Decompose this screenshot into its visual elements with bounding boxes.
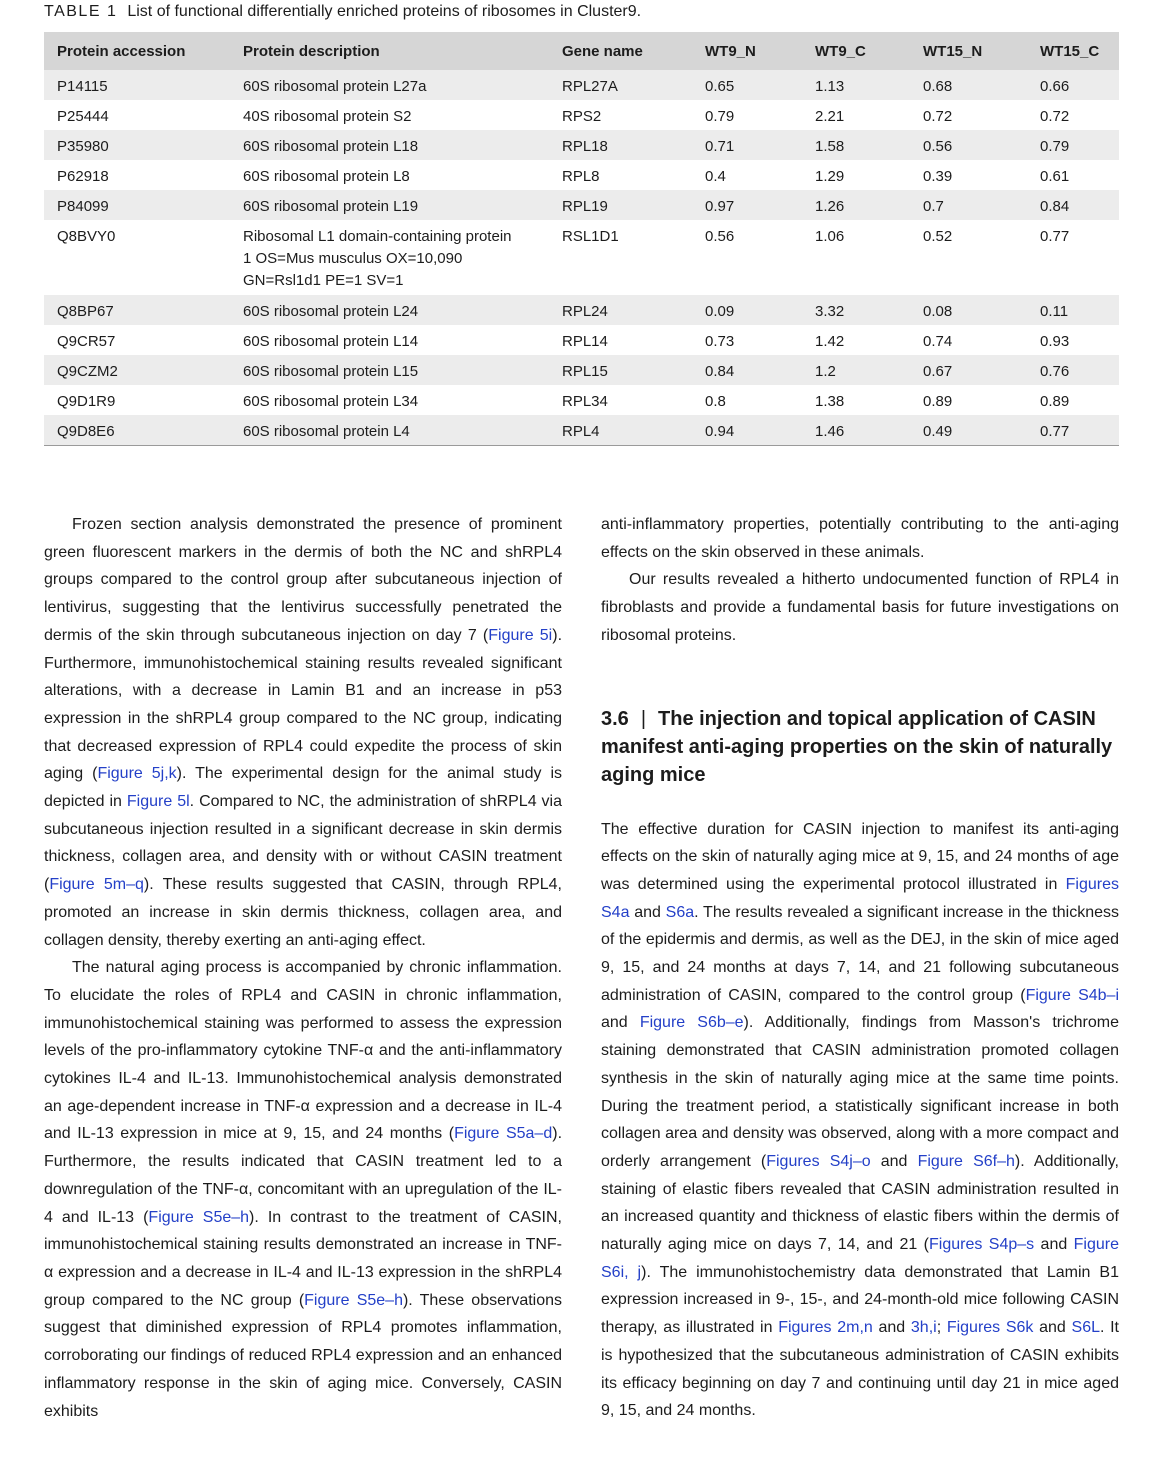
cell-gene-name: RPL4 [549, 415, 692, 445]
table-caption [44, 2, 641, 22]
text-run: . It is hypothesized that the subcutaneous administration of CASIN exhibits its efficacy beginning on day 7 and continuing until day 21 in mice aged 9, 15, and 24 months. [601, 1319, 1120, 1420]
section-heading [601, 705, 1119, 789]
cell-protein-accession: P14115 [57, 78, 108, 95]
cell-wt15-c: 0.79 [1040, 138, 1070, 155]
figure-link[interactable]: Figure S5e–h [304, 1291, 403, 1309]
description-line: GN=Rsl1d1 PE=1 SV=1 [243, 272, 404, 289]
cell-protein-description [230, 295, 549, 325]
cell-wt15-c: 0.76 [1040, 363, 1070, 380]
cell-wt15-n: 0.39 [923, 168, 953, 185]
section-title: The injection and topical application of CASIN manifest anti-aging properties on the skin of naturally aging mice [601, 707, 1113, 786]
table-header-row [44, 32, 1119, 70]
cell-protein-description [230, 160, 549, 190]
cell-wt9-n: 0.65 [705, 78, 735, 95]
cell-wt15-n: 0.89 [923, 393, 953, 410]
figure-link[interactable]: Figures S6k [946, 1319, 1034, 1337]
cell-wt9-c: 1.42 [815, 333, 845, 350]
table-row [44, 220, 1119, 295]
cell-protein-accession: P62918 [57, 168, 109, 185]
right-text-column [601, 511, 1119, 1425]
text-run: ). In contrast to the treatment of CASIN, immunohistochemical staining results demonstrated an increase in TNF-α expression and a decrease in IL-4 and IL-13 expression in the shRPL4 group compared to the NC group ( [44, 1208, 562, 1309]
figure-link[interactable]: Figure 5j,k [97, 765, 177, 783]
header-wt15-n: WT15_N [910, 32, 1027, 70]
text-run: and [1033, 1319, 1072, 1337]
table-caption-text: List of functional differentially enriched proteins of ribosomes in Cluster9. [127, 3, 642, 20]
cell-wt9-c: 3.32 [815, 303, 845, 320]
table-row [44, 70, 1119, 100]
table-row [44, 325, 1119, 355]
left-text-column [44, 511, 562, 1425]
text-run: ). Furthermore, the results indicated that CASIN treatment led to a downregulation of the TNF-α, concomitant with an upregulation of the IL-4 and IL-13 ( [44, 1125, 563, 1226]
cell-protein-description [230, 190, 549, 220]
cell-protein-accession: Q9CR57 [57, 333, 116, 350]
table-row [44, 385, 1119, 415]
text-run: ). Additionally, staining of elastic fibers revealed that CASIN administration resulted in an increased quantity and thickness of elastic fibers within the dermis of naturally aging mice on days 7, 14, and 21 ( [601, 1152, 1119, 1254]
figure-link[interactable]: Figure S4b–i [1025, 986, 1120, 1004]
cell-wt15-n: 0.52 [923, 228, 953, 245]
cell-gene-name: RPL18 [562, 138, 608, 155]
figure-link[interactable]: Figure 5i [488, 626, 553, 644]
text-run: ). These results suggested that CASIN, through RPL4, promoted an increase in skin dermis thickness, collagen area, and collagen density, thereby exerting an anti-aging effect. [44, 876, 562, 949]
cell-wt15-c: 0.77 [1040, 228, 1070, 245]
cell-gene-name: RPL19 [562, 198, 608, 215]
cell-gene-name: RPL8 [562, 168, 600, 185]
header-protein-description: Protein description [230, 32, 549, 70]
cell-protein-description [230, 100, 549, 130]
text-run: . Compared to NC, the administration of shRPL4 via subcutaneous injection resulted in a significant decrease in skin dermis thickness, collagen area, and density with or without CASIN treatment ( [44, 793, 563, 894]
description-line: 60S ribosomal protein L24 [243, 303, 419, 320]
cell-wt15-c: 0.11 [1040, 303, 1069, 320]
cell-gene-name: RPL14 [562, 333, 608, 350]
cell-wt9-n: 0.71 [705, 138, 735, 155]
cell-protein-description [230, 385, 549, 415]
cell-wt15-n: 0.68 [923, 78, 953, 95]
text-run: ). Furthermore, immunohistochemical staining results revealed significant alterations, with a decrease in Lamin B1 and an increase in p53 expression in the shRPL4 group compared to the NC group, indicating that decreased expression of RPL4 could expedite the process of skin aging ( [44, 626, 563, 783]
figure-link[interactable]: 3h,i [910, 1319, 937, 1337]
cell-wt15-n: 0.56 [923, 138, 953, 155]
text-run: . The results revealed a significant increase in the thickness of the epidermis and dermis, as well as the DEJ, in the skin of mice aged 9, 15, and 24 months at days 7, 14, and 21 following subcutaneous administration of CASIN, compared to the control group ( [601, 903, 1119, 1004]
cell-protein-accession: Q8BP67 [57, 303, 114, 320]
cell-wt9-n: 0.94 [692, 415, 802, 445]
cell-gene-name: RSL1D1 [562, 228, 619, 245]
figure-link[interactable]: Figure S6f–h [917, 1152, 1015, 1170]
cell-wt9-c: 1.2 [815, 363, 836, 380]
table-row [44, 355, 1119, 385]
figure-link[interactable]: Figure S6i, j [601, 1236, 1119, 1281]
description-line: Ribosomal L1 domain-containing protein [243, 228, 512, 245]
paragraph [601, 511, 1119, 566]
text-run: The natural aging process is accompanied by chronic inflammation. To elucidate the roles of RPL4 and CASIN in chronic inflammation, immunohistochemical staining was performed to assess the expression levels of the pro-inflammatory cytokine TNF-α and the anti-inflammatory cytokines IL-4 and IL-13. Immunohistochemical analysis demonstrated an age-dependent increase in TNF-α expression and a decrease in IL-4 and IL-13 expression in mice at 9, 15, and 24 months ( [44, 959, 562, 1143]
cell-wt9-c: 1.06 [815, 228, 845, 245]
cell-wt9-c: 1.29 [815, 168, 845, 185]
table-row [44, 160, 1119, 190]
paragraph [601, 816, 1119, 1425]
figure-link[interactable]: Figures 2m,n [778, 1319, 873, 1337]
cell-protein-accession: P35980 [57, 138, 109, 155]
table-row [44, 190, 1119, 220]
header-wt9-c: WT9_C [802, 32, 910, 70]
cell-gene-name: RPL27A [562, 78, 618, 95]
paragraph [44, 511, 562, 954]
figure-link[interactable]: Figure S5e–h [148, 1208, 250, 1226]
cell-protein-description [230, 325, 549, 355]
cell-wt15-c: 0.66 [1040, 78, 1070, 95]
cell-wt9-n: 0.79 [705, 108, 735, 125]
text-run: ). Additionally, findings from Masson's trichrome staining demonstrated that CASIN administration promoted collagen synthesis in the skin of naturally aging mice at the same time points. During the treatment period, a statistically significant increase in both collagen area and density was observed, along with a more compact and orderly arrangement ( [601, 1014, 1120, 1170]
cell-wt15-c: 0.61 [1040, 168, 1070, 185]
text-run: ). The immunohistochemistry data demonstrated that Lamin B1 expression increased in 9-, 15-, and 24-month-old mice following CASIN therapy, as illustrated in [601, 1263, 1119, 1337]
description-line: 60S ribosomal protein L34 [243, 393, 419, 410]
description-line: 60S ribosomal protein L19 [243, 198, 419, 215]
cell-protein-accession: Q9CZM2 [57, 363, 118, 380]
text-run: and [870, 1152, 918, 1170]
cell-wt9-c: 2.21 [815, 108, 845, 125]
cell-wt15-n: 0.67 [923, 363, 953, 380]
cell-wt15-n: 0.49 [910, 415, 1027, 445]
header-gene-name: Gene name [549, 32, 692, 70]
cell-wt9-n: 0.8 [705, 393, 726, 410]
paragraph [44, 954, 562, 1425]
description-line: 40S ribosomal protein S2 [243, 108, 412, 125]
figure-link[interactable]: Figures S4a [601, 875, 1119, 921]
cell-protein-description [230, 220, 549, 295]
header-protein-accession: Protein accession [44, 32, 230, 70]
cell-wt9-n: 0.73 [705, 333, 735, 350]
cell-wt9-n: 0.09 [705, 303, 735, 320]
paragraph [601, 566, 1119, 649]
cell-wt15-c: 0.89 [1040, 393, 1070, 410]
figure-link[interactable]: S6a [665, 903, 695, 921]
cell-gene-name: RPS2 [562, 108, 602, 125]
description-line: 60S ribosomal protein L18 [243, 138, 419, 155]
text-run: The effective duration for CASIN injection to manifest its anti-aging effects on the skin of naturally aging mice at 9, 15, and 24 months of age was determined using the experimental protocol illustrated in [601, 820, 1119, 893]
cell-wt15-n: 0.08 [923, 303, 953, 320]
description-line: 60S ribosomal protein L4 [243, 423, 410, 440]
cell-wt9-c: 1.58 [815, 138, 845, 155]
cell-wt15-c: 0.84 [1040, 198, 1070, 215]
cell-protein-description [230, 415, 549, 445]
cell-protein-accession: P84099 [57, 198, 109, 215]
figure-link[interactable]: Figure 5m–q [49, 876, 144, 894]
cell-protein-description [230, 130, 549, 160]
cell-wt9-c: 1.26 [815, 198, 845, 215]
table-row [44, 415, 1119, 445]
text-run: and [1034, 1236, 1074, 1254]
cell-wt15-n: 0.72 [923, 108, 953, 125]
figure-link[interactable]: Figures S4p–s [929, 1236, 1035, 1254]
text-run: and [872, 1319, 911, 1337]
cell-wt9-n: 0.4 [705, 168, 726, 185]
cell-wt9-c: 1.13 [815, 78, 845, 95]
figure-link[interactable]: S6L [1071, 1319, 1100, 1337]
cell-protein-accession: Q9D1R9 [57, 393, 116, 410]
cell-protein-accession: Q9D8E6 [44, 415, 230, 445]
figure-link[interactable]: Figures S4j–o [766, 1152, 871, 1170]
text-run: and [629, 903, 666, 921]
cell-wt9-c: 1.38 [815, 393, 845, 410]
cell-wt9-c: 1.46 [802, 415, 910, 445]
cell-protein-description [230, 355, 549, 385]
table-label: TABLE 1 [44, 3, 118, 20]
section-separator: | [640, 707, 647, 730]
description-line: 1 OS=Mus musculus OX=10,090 [243, 250, 463, 267]
cell-wt15-c: 0.77 [1027, 415, 1119, 445]
protein-table [44, 32, 1119, 446]
cell-wt15-c: 0.93 [1040, 333, 1070, 350]
cell-wt15-n: 0.74 [923, 333, 953, 350]
description-line: 60S ribosomal protein L27a [243, 78, 427, 95]
cell-wt9-n: 0.97 [705, 198, 735, 215]
cell-gene-name: RPL34 [562, 393, 608, 410]
description-line: 60S ribosomal protein L15 [243, 363, 419, 380]
cell-wt15-n: 0.7 [923, 198, 944, 215]
description-line: 60S ribosomal protein L8 [243, 168, 410, 185]
table-row [44, 100, 1119, 130]
cell-protein-accession: P25444 [57, 108, 109, 125]
text-run: anti-inflammatory properties, potentially contributing to the anti-aging effects on the skin observed in these animals. [601, 516, 1119, 561]
cell-wt15-c: 0.72 [1040, 108, 1070, 125]
header-wt15-c: WT15_C [1027, 32, 1119, 70]
cell-protein-description [230, 70, 549, 100]
text-run: and [601, 1014, 640, 1032]
figure-link[interactable]: Figure S6b–e [639, 1014, 744, 1032]
section-number: 3.6 [601, 707, 629, 730]
cell-gene-name: RPL24 [562, 303, 608, 320]
text-run: Our results revealed a hitherto undocumented function of RPL4 in fibroblasts and provide a fundamental basis for future investigations on ribosomal proteins. [601, 571, 1119, 644]
cell-protein-accession: Q8BVY0 [57, 228, 116, 245]
header-wt9-n: WT9_N [692, 32, 802, 70]
figure-link[interactable]: Figure S5a–d [454, 1125, 553, 1143]
text-run: Frozen section analysis demonstrated the presence of prominent green fluorescent markers in the dermis of both the NC and shRPL4 groups compared to the control group after subcutaneous injection of lentivirus, suggesting that the lentivirus successfully penetrated the dermis of the skin through subcutaneous injection on day 7 ( [44, 516, 562, 644]
table-row [44, 295, 1119, 325]
figure-link[interactable]: Figure 5l [126, 793, 190, 811]
text-run: ). These observations suggest that diminished expression of RPL4 promotes inflammation, corroborating our findings of reduced RPL4 expression and an enhanced inflammatory response in the skin of aging mice. Conversely, CASIN exhibits [44, 1291, 563, 1420]
cell-wt9-n: 0.84 [705, 363, 735, 380]
text-run: ). The experimental design for the animal study is depicted in [44, 765, 562, 811]
cell-wt9-n: 0.56 [705, 228, 735, 245]
cell-gene-name: RPL15 [562, 363, 608, 380]
description-line: 60S ribosomal protein L14 [243, 333, 419, 350]
text-run: ; [936, 1319, 947, 1337]
table-row [44, 130, 1119, 160]
